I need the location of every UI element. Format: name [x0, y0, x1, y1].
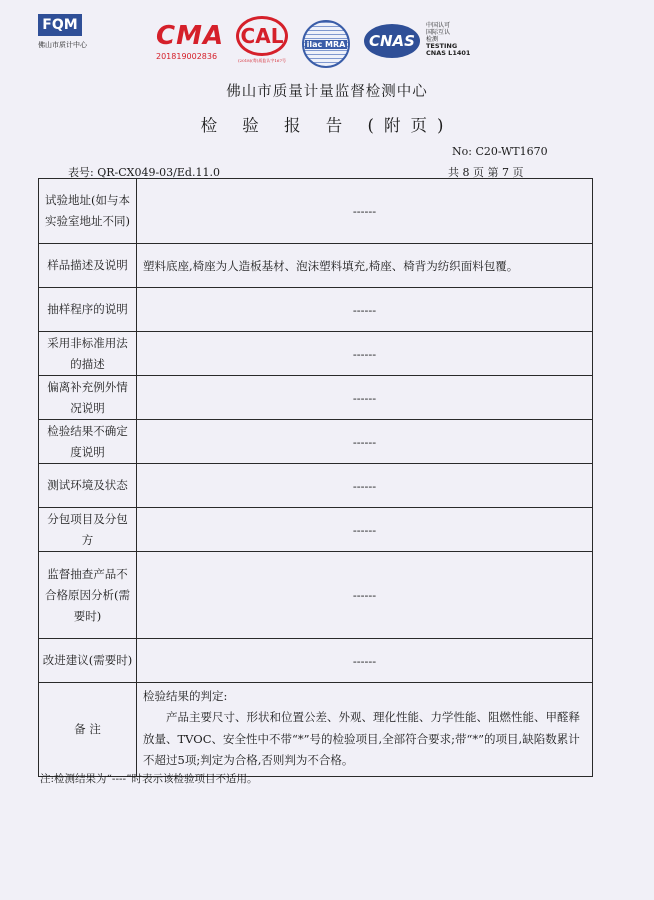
cma-mark: CMA: [156, 21, 225, 51]
ilac-mark: ilac MRA: [306, 39, 346, 49]
remarks-label: 备 注: [39, 683, 137, 777]
fqm-logo: [38, 14, 87, 50]
cnas-caption: [426, 22, 486, 57]
table-row: [39, 552, 593, 639]
center-name: 佛山市质量计量监督检测中心: [226, 84, 428, 100]
cnas-logo: [364, 22, 471, 58]
fqm-caption: 佛山市质计中心: [38, 41, 87, 49]
row-label: 检验结果不确定度说明: [39, 420, 137, 464]
cnas-mark: CNAS: [364, 24, 420, 58]
report-table: [38, 178, 593, 777]
row-label: 分包项目及分包方: [39, 508, 137, 552]
table-row: [39, 332, 593, 376]
row-value: ------: [137, 179, 593, 244]
certification-logos: [0, 0, 654, 80]
report-title: 检 验 报 告 (附页): [200, 116, 454, 135]
table-row: [39, 639, 593, 683]
row-label: 监督抽查产品不合格原因分析(需要时): [39, 552, 137, 639]
form-number: 表号: QR-CX049-03/Ed.11.0: [68, 166, 220, 179]
table-row: [39, 508, 593, 552]
sample-description: 塑料底座,椅座为人造板基材、泡沫塑料填充,椅座、椅背为纺织面料包覆。: [137, 244, 593, 288]
row-value: ------: [137, 288, 593, 332]
report-number: No: C20-WT1670: [452, 145, 548, 158]
fqm-mark: FQM: [38, 14, 82, 36]
ilac-mra-logo: [302, 20, 350, 68]
table-row: [39, 179, 593, 244]
table-row: [39, 420, 593, 464]
row-label: 改进建议(需要时): [39, 639, 137, 683]
remarks-row: [39, 683, 593, 777]
footnote: 注:检测结果为“----”时表示该检验项目不适用。: [40, 773, 258, 785]
cnas-caption-line: TESTING: [426, 42, 458, 50]
row-value: ------: [137, 464, 593, 508]
cnas-caption-line: CNAS L1401: [426, 49, 471, 57]
cal-mark: CAL: [236, 16, 288, 56]
cal-number: (2018)(粤)质监认字167号: [237, 58, 287, 63]
remarks-body: 产品主要尺寸、形状和位置公差、外观、理化性能、力学性能、阻燃性能、甲醛释放量、TVOC、安全性中不带“*”号的检验项目,全部符合要求;带“*”的项目,缺陷数累计不超过5项;判定为合格,否则判为不合格。: [143, 710, 580, 767]
table-row: [39, 288, 593, 332]
row-label: 测试环境及状态: [39, 464, 137, 508]
row-value: ------: [137, 639, 593, 683]
row-label: 偏离补充例外情况说明: [39, 376, 137, 420]
row-value: ------: [137, 420, 593, 464]
row-value: ------: [137, 552, 593, 639]
row-label: 样品描述及说明: [39, 244, 137, 288]
table-row: [39, 376, 593, 420]
cma-logo: [156, 22, 224, 61]
remarks-title: 检验结果的判定:: [143, 689, 228, 703]
row-value: ------: [137, 508, 593, 552]
cal-logo: [236, 16, 288, 64]
cnas-caption-line: 中国认可: [426, 22, 451, 29]
row-label: 试验地址(如与本实验室地址不同): [39, 179, 137, 244]
remarks-cell: [137, 683, 593, 777]
cma-number: 201819002836: [156, 52, 218, 61]
ilac-globe: [302, 20, 350, 68]
table-row: [39, 464, 593, 508]
row-value: ------: [137, 332, 593, 376]
page-count: 共 8 页 第 7 页: [448, 166, 524, 179]
cnas-caption-line: 国际互认: [426, 29, 451, 36]
row-label: 抽样程序的说明: [39, 288, 137, 332]
table-row: [39, 244, 593, 288]
row-label: 采用非标准用法的描述: [39, 332, 137, 376]
cnas-caption-line: 检测: [426, 36, 439, 43]
row-value: ------: [137, 376, 593, 420]
